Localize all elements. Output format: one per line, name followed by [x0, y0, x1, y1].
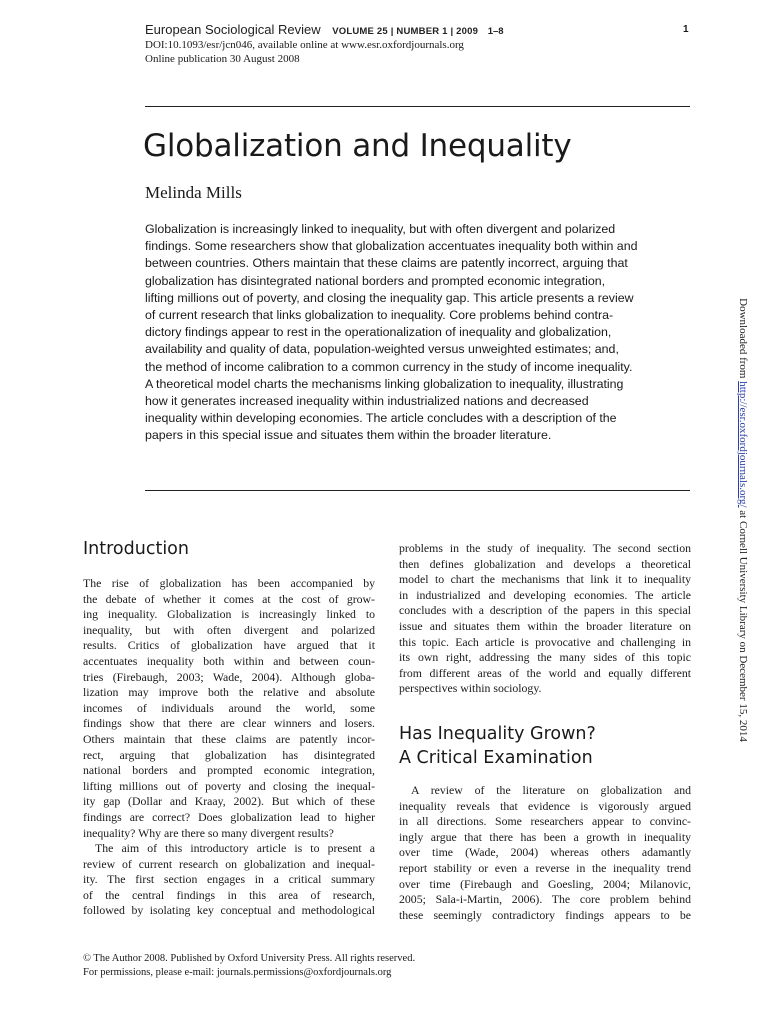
text-line: inequality within developing economies. The article concludes with a description of the: [145, 411, 617, 426]
text-line: concludes with a description of the papers in this special: [399, 603, 691, 618]
text-line: followed by isolating key conceptual and methodological: [83, 903, 375, 918]
text-line: of the central findings in this area of research,: [83, 887, 375, 902]
page-range: 1–8: [487, 26, 504, 37]
inequality-section-body: [399, 783, 691, 923]
permissions-notice: For permissions, please e-mail: journals.permissions@oxfordjournals.org: [83, 967, 392, 978]
article-title: Globalization and Inequality: [143, 128, 572, 164]
text-line: 2005; Sala-i-Martin, 2006). The core problem behind: [399, 892, 691, 907]
text-line: these seemingly contradictory findings appears to be: [399, 907, 691, 922]
text-line: availability and quality of data, population-weighted versus unweighted estimates; and,: [145, 342, 619, 357]
introduction-heading: Introduction: [83, 539, 189, 559]
text-line: A theoretical model charts the mechanisms linking globalization to inequality, illustrating: [145, 376, 624, 391]
journal-link[interactable]: http://esr.oxfordjournals.org/: [737, 381, 749, 508]
introduction-body: [83, 576, 375, 919]
volume-issue: VOLUME 25 | NUMBER 1 | 2009: [332, 26, 479, 37]
abstract-divider: [145, 490, 690, 491]
text-line: perspectives within sociology.: [399, 681, 542, 696]
text-line: inequality? Why are there so many divergent results?: [83, 825, 334, 840]
text-line: this topic. Each article is provocative and challenging in: [399, 634, 691, 649]
text-line: papers in this special issue and situates them within the broader literature.: [145, 428, 552, 443]
text-line: over time (Firebaugh and Goesling, 2004; Milanovic,: [399, 876, 691, 891]
download-stamp-suffix: at Cornell University Library on December 15, 2014: [737, 507, 749, 742]
text-line: the debate of whether it comes at the cost of grow-: [83, 591, 375, 606]
journal-header: [145, 22, 504, 37]
text-line: The rise of globalization has been accompanied by: [83, 576, 375, 590]
text-line: in industrialized and developing economies. The article: [399, 587, 691, 602]
text-line: inequality, but with often divergent and polarized: [83, 622, 375, 637]
text-line: report stability or even a reverse in the inequality trend: [399, 860, 691, 875]
text-line: ing inequality. Globalization is increasingly linked to: [83, 607, 375, 622]
text-line: globalization has disintegrated national borders and prompted economic integration,: [145, 273, 606, 288]
text-line: ity. The first section engages in a critical summary: [83, 872, 375, 887]
text-line: accentuates inequality both within and between coun-: [83, 653, 375, 668]
text-line: A review of the literature on globalization and: [411, 783, 691, 797]
download-stamp-prefix: Downloaded from: [737, 298, 749, 382]
text-line: of current research that links globalization to inequality. Core problems behind contra-: [145, 308, 614, 323]
section-heading-line2: A Critical Examination: [399, 748, 593, 768]
text-line: results. Critics of globalization have argued that it: [83, 638, 375, 653]
text-line: findings show that there are clear winners and losers.: [83, 716, 375, 731]
online-publication-date: Online publication 30 August 2008: [145, 53, 300, 65]
introduction-body-continued: [399, 541, 691, 697]
text-line: Others maintain that these claims are patently incor-: [83, 731, 375, 746]
text-line: inequality reveals that evidence is vigorously argued: [399, 798, 691, 813]
text-line: lifting millions out of poverty, and closing the inequality gap. This article presents a review: [145, 290, 634, 305]
text-line: the method of income calibration to a common currency in the study of income inequality.: [145, 359, 633, 374]
text-line: dictory findings appear to rest in the operationalization of inequality and globalization,: [145, 325, 612, 340]
text-line: between countries. Others maintain that these claims are patently incorrect, arguing that: [145, 256, 628, 271]
text-line: findings are correct? Does globalization lead to higher: [83, 809, 375, 824]
text-line: problems in the study of inequality. The second section: [399, 541, 691, 555]
text-line: The aim of this introductory article is to present a: [95, 841, 375, 856]
journal-name: European Sociological Review: [145, 22, 321, 37]
text-line: from different areas of the world and equally different: [399, 665, 691, 680]
text-line: findings. Some researchers show that globalization accentuates inequality both within and: [145, 239, 638, 254]
text-line: tries (Firebaugh, 2003; Wade, 2004). Although globa-: [83, 669, 375, 684]
text-line: over time (Wade, 2004) whereas others adamantly: [399, 845, 691, 860]
abstract: [145, 221, 691, 445]
top-divider: [145, 106, 690, 107]
text-line: issue and situates them within the broader literature on: [399, 618, 691, 633]
text-line: model to chart the mechanisms that link it to inequality: [399, 572, 691, 587]
article-author: Melinda Mills: [145, 183, 242, 202]
text-line: how it generates increased inequality within industrialized nations and decreased: [145, 394, 589, 409]
text-line: lifting millions out of poverty and closing the inequal-: [83, 778, 375, 793]
copyright-notice: © The Author 2008. Published by Oxford University Press. All rights reserved.: [83, 953, 416, 964]
text-line: rect, arguing that globalization has disintegrated: [83, 747, 375, 762]
text-line: Globalization is increasingly linked to inequality, but with often divergent and polarized: [145, 222, 616, 236]
text-line: ity gap (Dollar and Kraay, 2002). But which of these: [83, 794, 375, 809]
text-line: review of current research on globalization and inequal-: [83, 856, 375, 871]
text-line: in all directions. Some researchers appear to convinc-: [399, 814, 691, 829]
text-line: ingly argue that there has been a growth in inequality: [399, 829, 691, 844]
text-line: national borders and prompted economic integration,: [83, 763, 375, 778]
page-number: 1: [683, 24, 689, 35]
text-line: lization may improve both the relative and absolute: [83, 685, 375, 700]
text-line: then defines globalization and develops a theoretical: [399, 556, 691, 571]
text-line: incomes of individuals around the world, some: [83, 700, 375, 715]
doi-line: DOI:10.1093/esr/jcn046, available online at www.esr.oxfordjournals.org: [145, 39, 464, 51]
text-line: its own right, addressing the many sides of this topic: [399, 650, 691, 665]
section-heading-line1: Has Inequality Grown?: [399, 724, 596, 744]
